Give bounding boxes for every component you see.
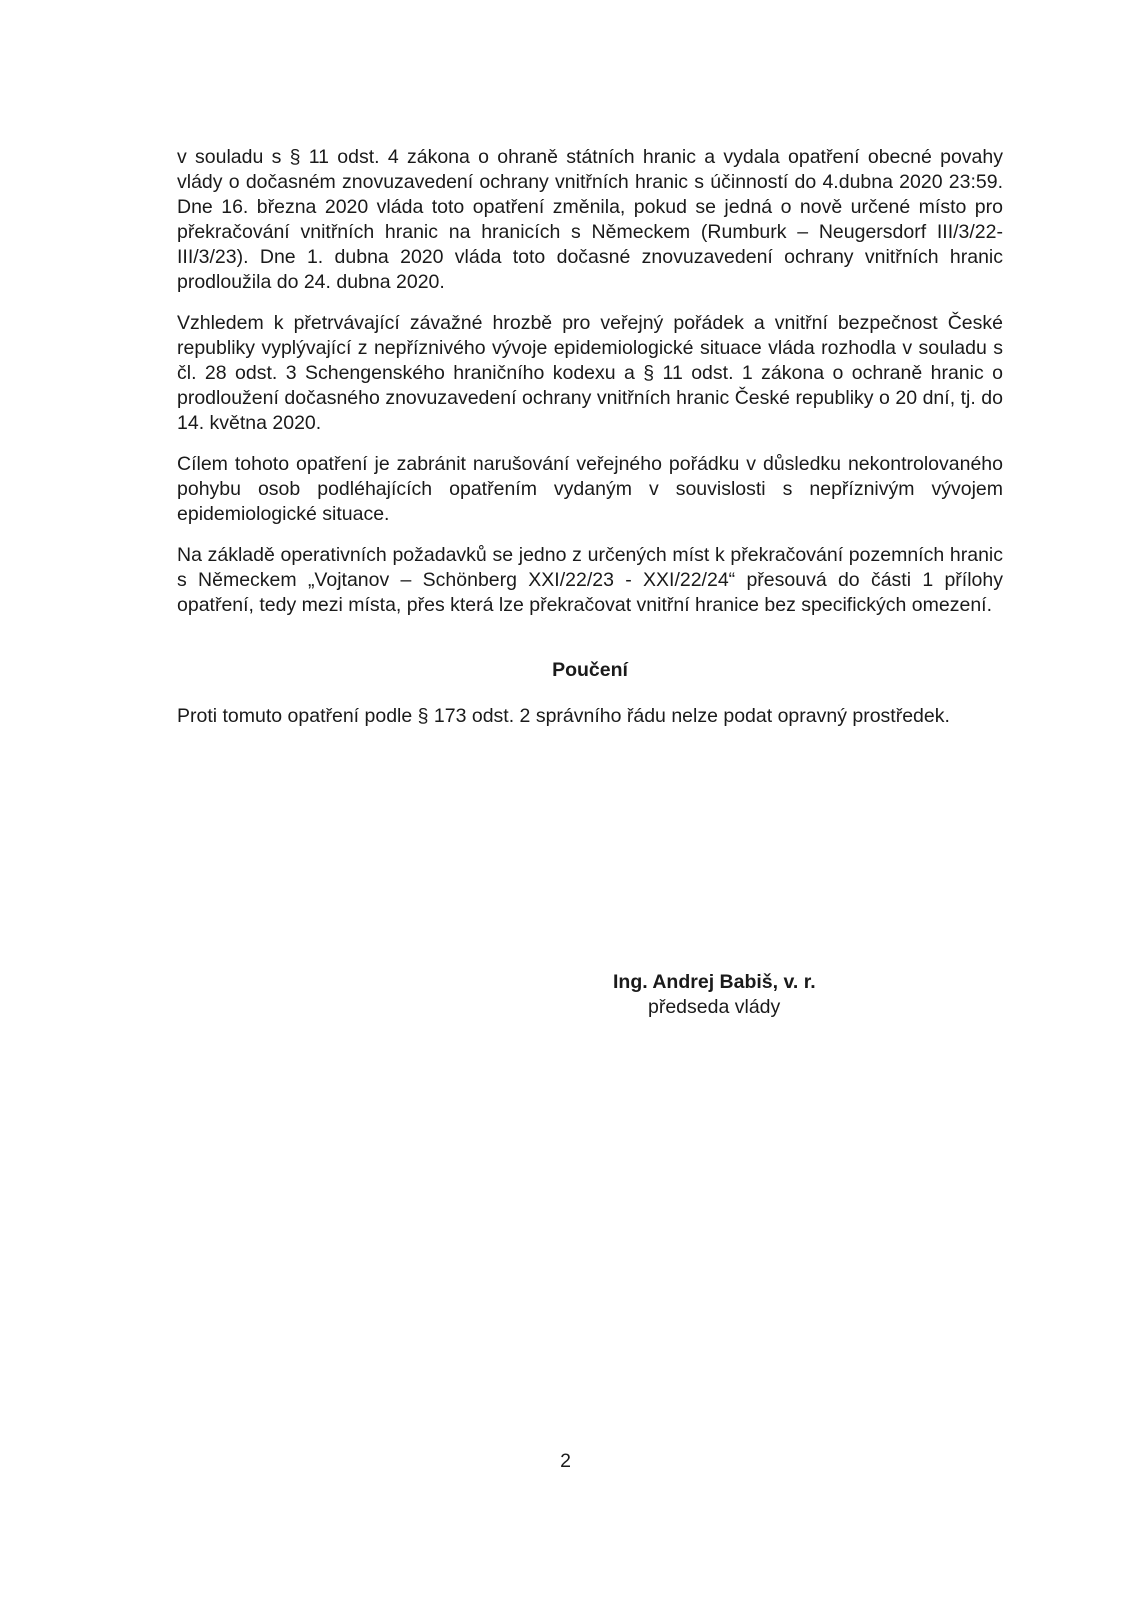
page-number: 2 (560, 1450, 571, 1472)
paragraph-border-protection-history: v souladu s § 11 odst. 4 zákona o ohraně státních hranic a vydala opatření obecné povahy vlády o dočasném znovuzavedení ochrany vnitřních hranic s účinností do 4.dubna 2020 23:59. Dne 16. března 2020 vláda toto opatření změnila, pokud se jedná o nově určené místo pro překračování vnitřních hranic na hranicích s Německem (Rumburk – Neugersdorf III/3/22-III/3/23). Dne 1. dubna 2020 vláda toto dočasné znovuzavedení ochrany vnitřních hranic prodloužila do 24. dubna 2020. (177, 146, 1003, 293)
section-heading-pouceni: Poučení (552, 659, 628, 681)
paragraph-measure-purpose: Cílem tohoto opatření je zabránit narušování veřejného pořádku v důsledku nekontrolovaného pohybu osob podléhajících opatřením vydaným v souvislosti s nepříznivým vývojem epidemiologické situace. (177, 453, 1003, 525)
document-body (177, 145, 1003, 745)
paragraph-extension-decision: Vzhledem k přetrvávající závažné hrozbě pro veřejný pořádek a vnitřní bezpečnost České republiky vyplývající z nepříznivého vývoje epidemiologické situace vláda rozhodla v souladu s čl. 28 odst. 3 Schengenského hraničního kodexu a § 11 odst. 1 zákona o ochraně hranic o prodloužení dočasného znovuzavedení ochrany vnitřních hranic České republiky o 20 dní, tj. do 14. května 2020. (177, 312, 1003, 434)
paragraph-crossing-point-change: Na základě operativních požadavků se jedno z určených míst k překračování pozemních hranic s Německem „Vojtanov – Schönberg XXI/22/23 - XXI/22/24“ přesouvá do části 1 přílohy opatření, tedy mezi místa, přes která lze překračovat vnitřní hranice bez specifických omezení. (177, 544, 1003, 616)
signature-block (613, 970, 816, 1020)
paragraph-legal-notice: Proti tomuto opatření podle § 173 odst. 2 správního řádu nelze podat opravný prostředek. (177, 705, 950, 727)
signatory-name: Ing. Andrej Babiš, v. r. (613, 971, 816, 993)
signatory-role: předseda vlády (648, 996, 781, 1018)
